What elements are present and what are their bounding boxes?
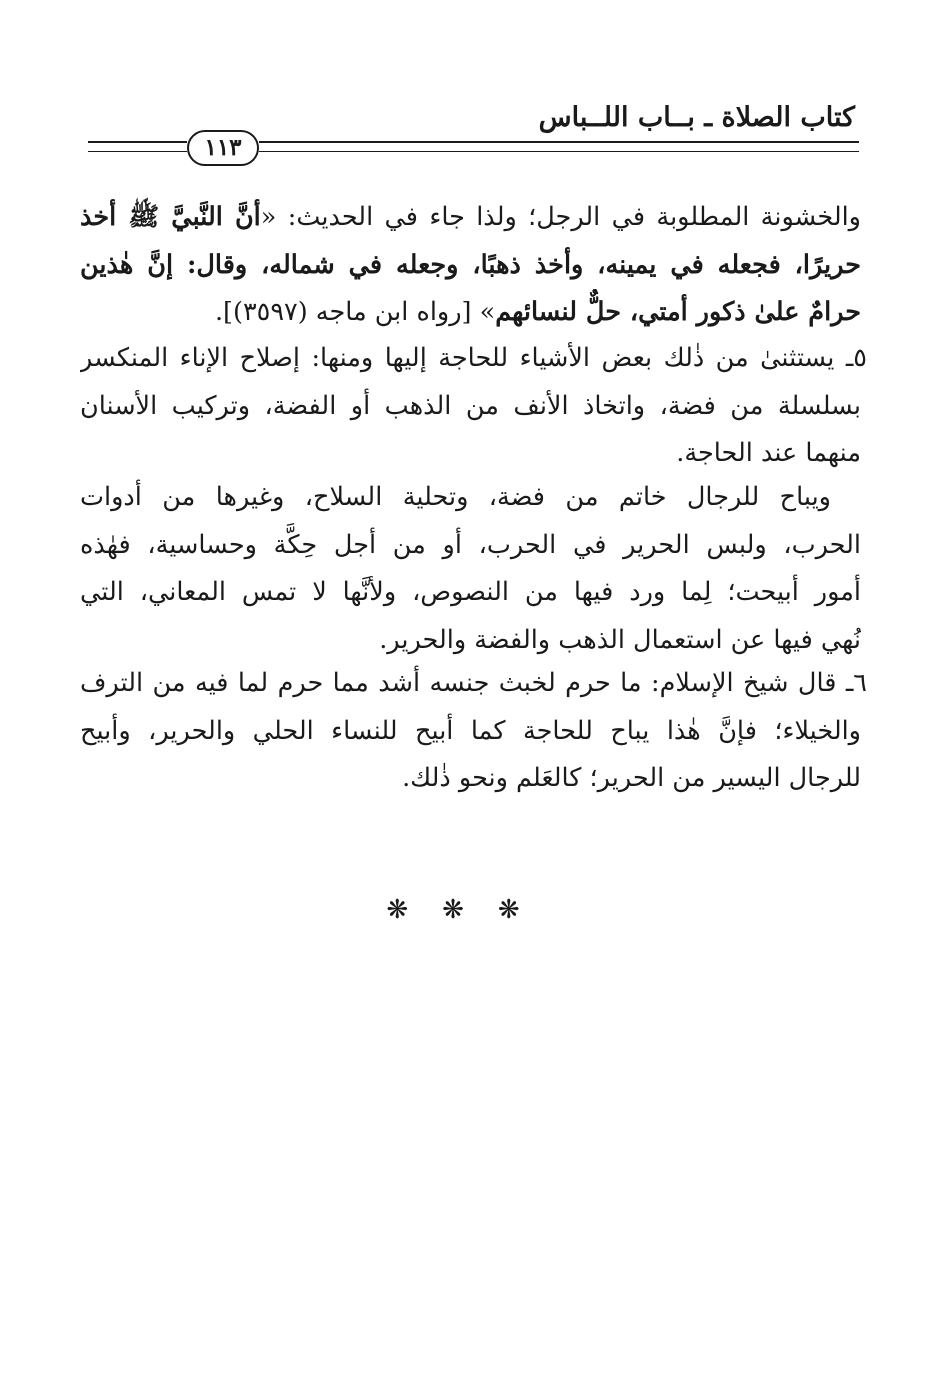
- header-rule-left-top: [88, 141, 187, 143]
- section-separator: ❋❋❋: [386, 895, 554, 925]
- header-rule-left-bottom: [88, 151, 187, 152]
- text-run: والخشونة المطلوبة في الرجل؛ ولذا جاء في الحديث: «: [260, 202, 861, 232]
- list-item-5: [80, 335, 867, 478]
- text-line: بسلسلة من فضة، واتخاذ الأنف من الذهب أو الفضة، وتركيب الأسنان: [80, 390, 861, 421]
- running-title: كتاب الصلاة ـ بــاب اللــباس: [538, 102, 855, 133]
- text-line: للرجال اليسير من الحرير؛ كالعَلم ونحو ذٰلك.: [402, 763, 861, 793]
- text-line: منهما عند الحاجة.: [676, 438, 861, 468]
- text-line: [80, 194, 861, 242]
- list-item-6: [80, 660, 867, 803]
- citation: » [رواه ابن ماجه (٣٥٩٧)].: [214, 297, 496, 327]
- text-line: نُهي فيها عن استعمال الذهب والفضة والحرير.: [379, 624, 861, 655]
- header-rule-right-top: [259, 141, 859, 143]
- text-line: والخيلاء؛ فإنَّ هٰذا يباح للحاجة كما أبيح للنساء الحلي والحرير، وأبيح: [80, 715, 861, 746]
- hadith-text-line: حريرًا، فجعله في يمينه، وأخذ ذهبًا، وجعله في شماله، وقال: إنَّ هٰذين: [80, 249, 861, 280]
- paragraph-permitted: [80, 474, 861, 664]
- paragraph-hadith: [80, 194, 861, 337]
- page-number: ١١٣: [187, 130, 259, 166]
- text-line: الحرب، ولبس الحرير في الحرب، أو من أجل حِكَّة وحساسية، فهٰذه: [80, 529, 861, 560]
- text-line: أمور أبيحت؛ لِما ورد فيها من النصوص، ولأنَّها لا تمس المعاني، التي: [80, 577, 861, 607]
- text-line: ويباح للرجال خاتم من فضة، وتحلية السلاح، وغيرها من أدوات: [80, 482, 831, 512]
- header-rule-right-bottom: [259, 151, 859, 152]
- text-line: ٦ـ قال شيخ الإسلام: ما حرم لخبث جنسه أشد مما حرم لما فيه من الترف: [80, 668, 867, 698]
- text-line: ٥ـ يستثنىٰ من ذٰلك بعض الأشياء للحاجة إليها ومنها: إصلاح الإناء المنكسر: [80, 343, 867, 373]
- hadith-text: أنَّ النَّبيَّ ﷺ أخذ: [80, 202, 261, 232]
- hadith-text: حرامٌ علىٰ ذكور أمتي، حلٌّ لنسائهم: [495, 297, 861, 327]
- text-line: [80, 289, 861, 337]
